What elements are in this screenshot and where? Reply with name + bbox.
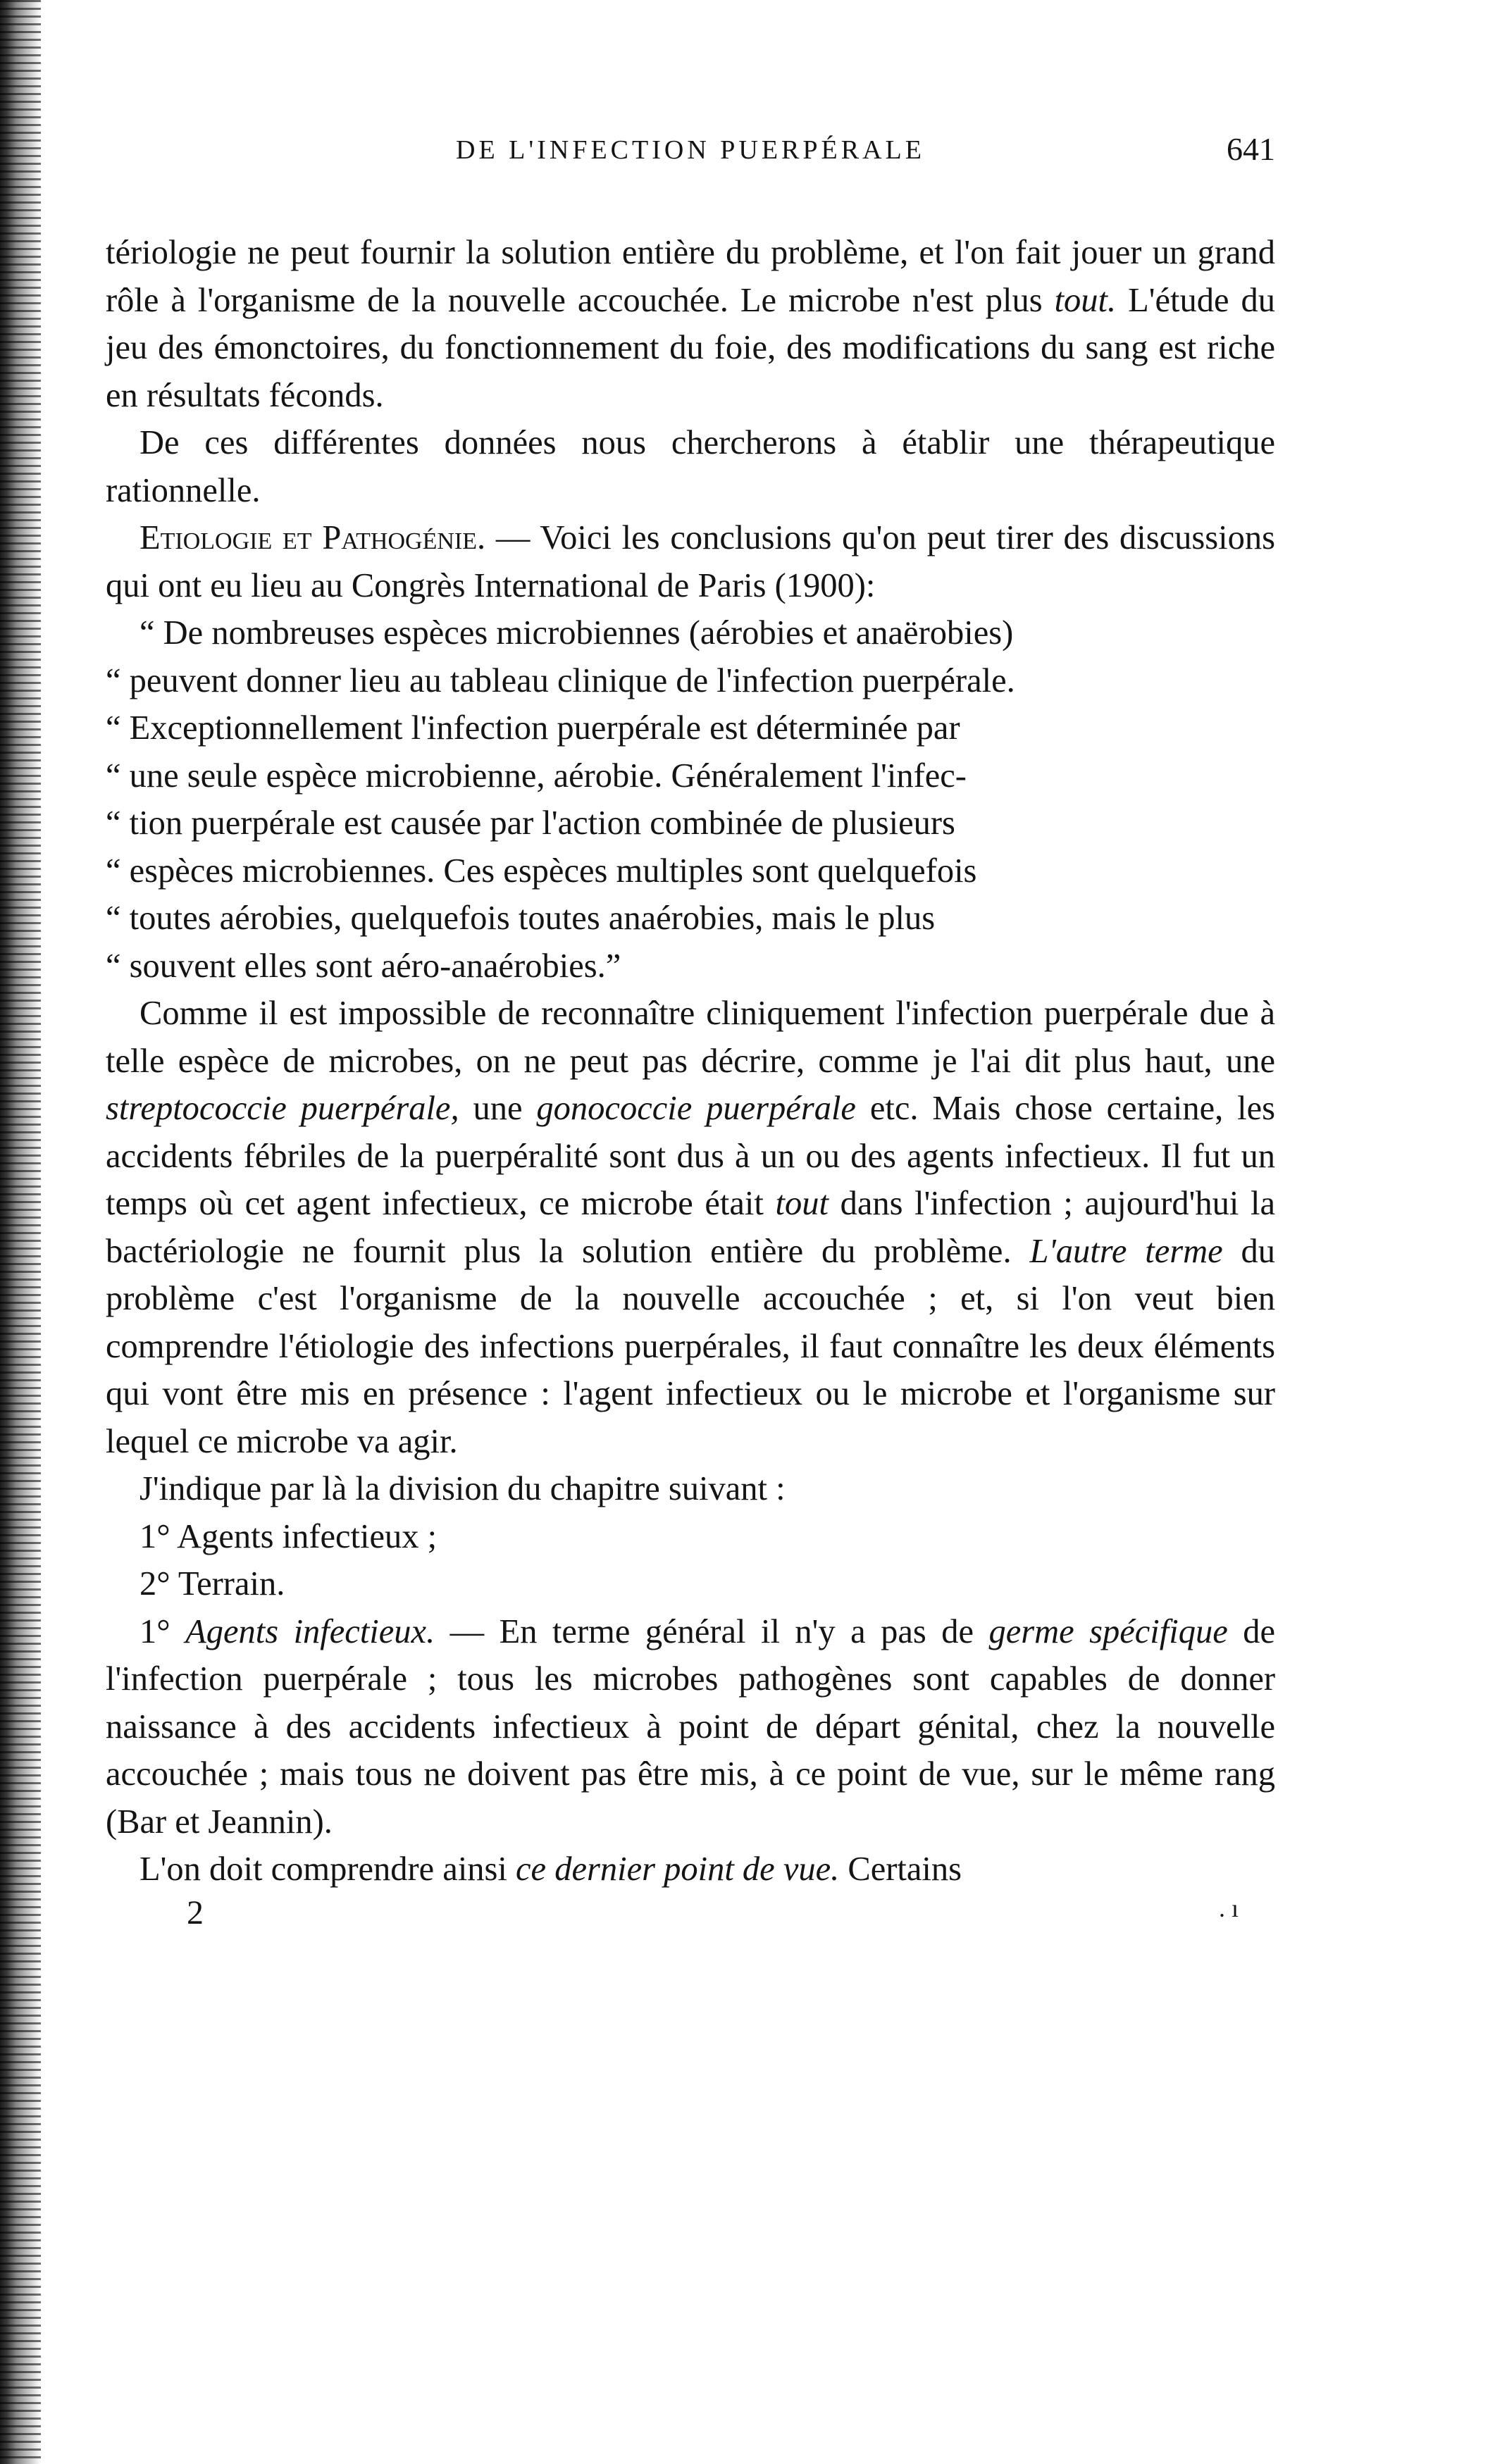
emphasis-germe-specifique: germe spécifique (988, 1612, 1228, 1650)
emphasis-dernier-point: ce dernier point de vue. (516, 1850, 840, 1888)
running-head (106, 130, 1275, 194)
list-item-terrain: 2° Terrain. (139, 1565, 285, 1603)
quote-line: “ De nombreuses espèces microbiennes (aérobies et anaërobies) (139, 614, 1014, 652)
paragraph-5: J'indique par là la division du chapitre suivant : (139, 1470, 786, 1507)
running-title: DE L'INFECTION PUERPÉRALE (456, 135, 925, 165)
quote-line: “ toutes aérobies, quelquefois toutes anaérobies, mais le plus (106, 900, 936, 937)
emphasis-streptococcie: streptococcie puerpérale, (106, 1090, 459, 1127)
paragraph-4: Comme il est impossible de reconnaître cliniquement l'infection puerpérale due à telle espèce de microbes, on ne peut pas décrire, comme je l'ai dit plus haut, une streptococcie puerpérale, une gonococcie puerpérale etc. Mais chose certaine, les accidents fébriles de la puerpéralité sont dus à un ou des agents infectieux. Il fut un temps où cet agent infectieux, ce microbe était tout dans l'infection ; aujourd'hui la bactériologie ne fournit plus la solution entière du problème. L'autre terme du problème c'est l'organisme de la nouvelle accouchée ; et, si l'on veut bien comprendre l'étiologie des infections puerpérales, il faut connaître les deux éléments qui vont être mis en présence : l'agent infectieux ou le microbe et l'organisme sur lequel ce microbe va agir. (106, 995, 1276, 1460)
emphasis-gonococcie: gonococcie puerpérale (536, 1090, 856, 1127)
signature-mark: 2 (187, 1893, 204, 1931)
section-heading-etiologie: Etiologie et Pathogénie. (139, 519, 486, 556)
quote-line: “ peuvent donner lieu au tableau clinique de l'infection puerpérale. (106, 661, 1015, 699)
paragraph-6: 1° Agents infectieux. — En terme général il n'y a pas de germe spécifique de l'infection puerpérale ; tous les microbes pathogènes sont capables de donner naissance à des accidents infectieux à point de départ génital, chez la nouvelle accouchée ; mais tous ne doivent pas être mis, à ce point de vue, sur le même rang (Bar et Jeannin). (106, 1612, 1275, 1841)
emphasis-autre-terme: L'autre terme (1029, 1232, 1223, 1270)
emphasis-tout-2: tout (775, 1185, 829, 1222)
paragraph-2: De ces différentes données nous chercherons à établir une thérapeutique rationnelle. (106, 424, 1275, 509)
book-page (106, 130, 1275, 1943)
printer-signature (106, 1893, 1275, 1943)
emphasis-agents-infectieux: Agents infectieux. (185, 1612, 435, 1650)
stray-mark: . ı (1219, 1893, 1239, 1922)
binding-edge (0, 0, 41, 2464)
paragraph-7: L'on doit comprendre ainsi ce dernier point de vue. Certains (139, 1850, 962, 1888)
congress-quotation (106, 609, 1275, 990)
page-number: 641 (1227, 131, 1275, 167)
quote-line: “ Exceptionnellement l'infection puerpérale est déterminée par (106, 709, 960, 747)
paragraph-1: tériologie ne peut fournir la solution entière du problème, et l'on fait jouer un grand rôle à l'organisme de la nouvelle accouchée. Le microbe n'est plus tout. L'étude du jeu des émonctoires, du fonctionnement du foie, des modifications du sang est riche en résultats féconds. (106, 234, 1275, 414)
emphasis-tout: tout. (1054, 281, 1117, 319)
quote-line: “ tion puerpérale est causée par l'action combinée de plusieurs (106, 804, 955, 842)
quote-line: “ souvent elles sont aéro-anaérobies.” (106, 947, 621, 985)
paragraph-3: Etiologie et Pathogénie. — Voici les conclusions qu'on peut tirer des discussions qui ont eu lieu au Congrès International de Paris (1900): (106, 519, 1275, 604)
list-item-agents: 1° Agents infectieux ; (139, 1517, 438, 1555)
quote-line: “ une seule espèce microbienne, aérobie. Généralement l'infec- (106, 757, 967, 795)
body-text (106, 229, 1275, 1893)
quote-line: “ espèces microbiennes. Ces espèces multiples sont quelquefois (106, 852, 977, 890)
